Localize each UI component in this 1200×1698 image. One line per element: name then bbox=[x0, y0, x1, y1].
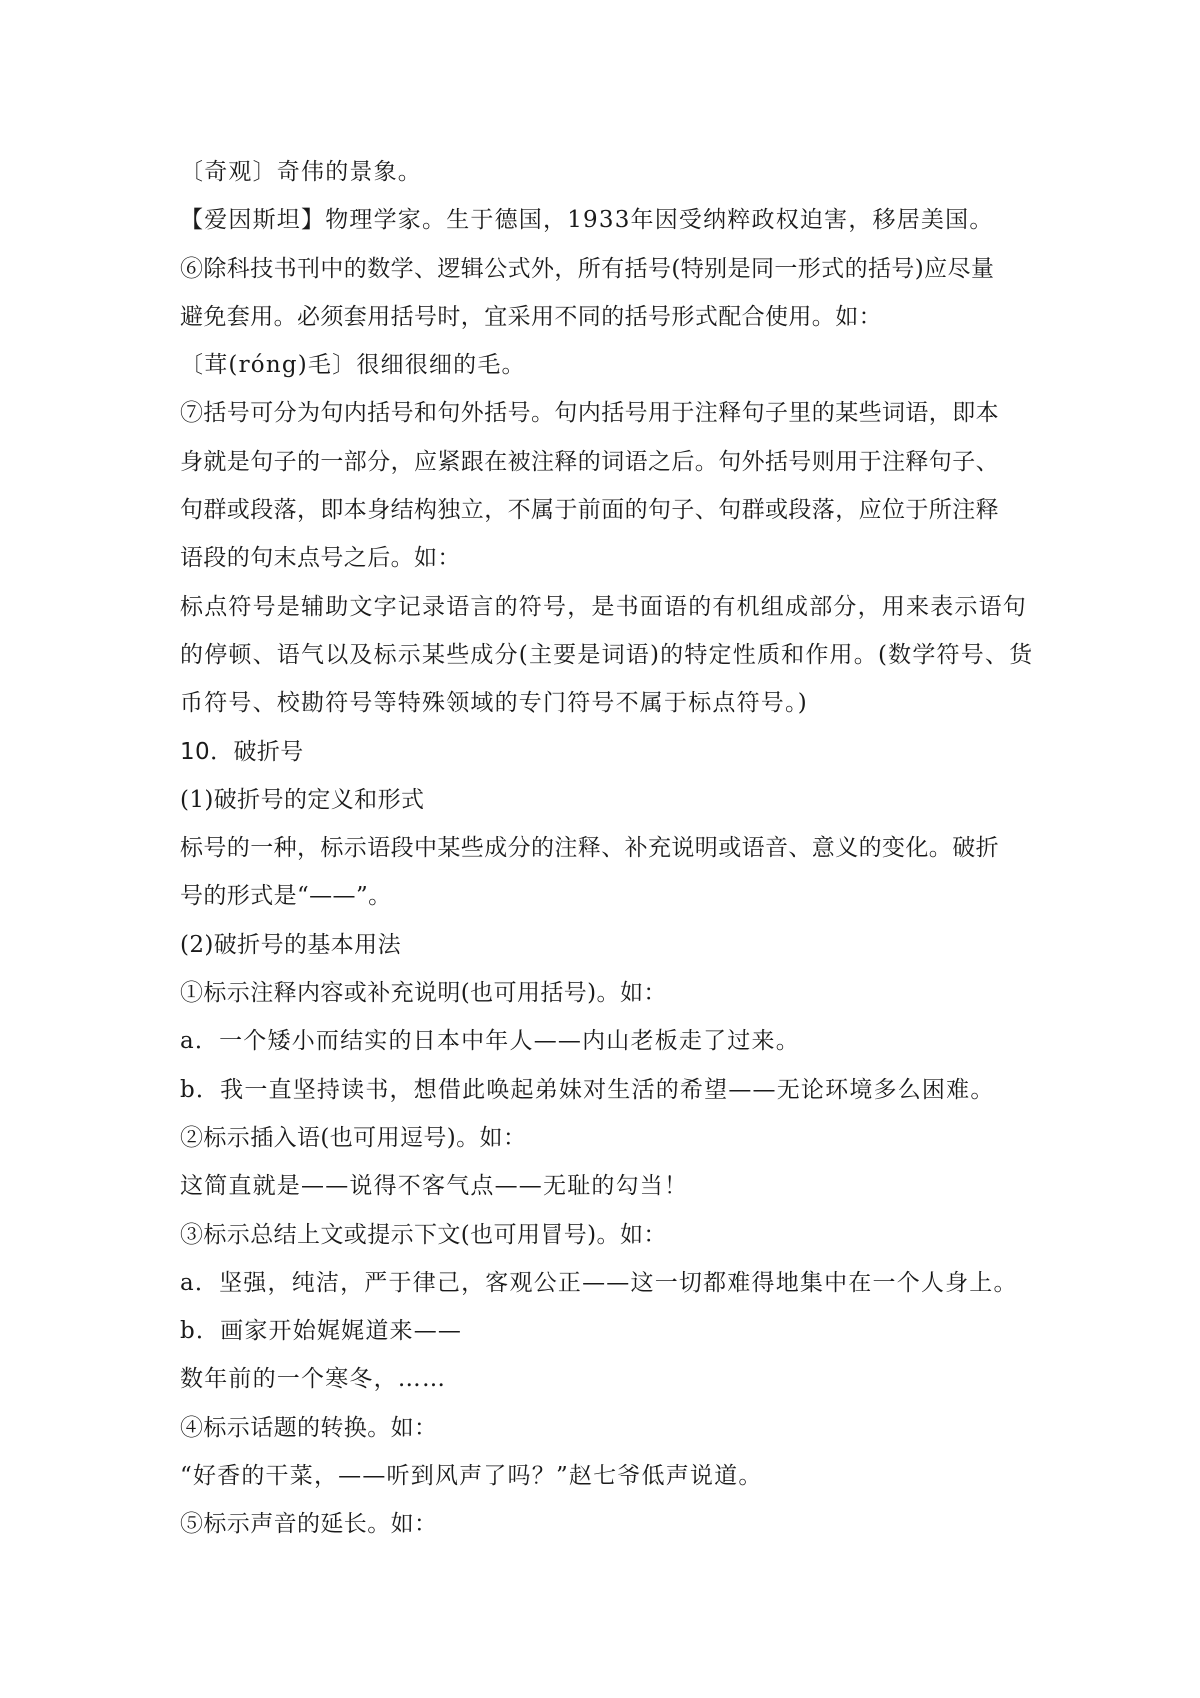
subsection-heading: (1)破折号的定义和形式 bbox=[180, 786, 425, 813]
body-line: 标号的一种，标示语段中某些成分的注释、补充说明或语音、意义的变化。破折 bbox=[180, 835, 999, 862]
example-line: 〔奇观〕奇伟的景象。 bbox=[180, 159, 422, 185]
body-line: 身就是句子的一部分，应紧跟在被注释的词语之后。句外括号则用于注释句子、 bbox=[180, 448, 999, 475]
subsection-heading: (2)破折号的基本用法 bbox=[180, 931, 401, 958]
example-line: 〔茸(róng)毛〕很细很细的毛。 bbox=[180, 352, 526, 379]
example-line: a．一个矮小而结实的日本中年人——内山老板走了过来。 bbox=[180, 1028, 800, 1055]
body-line: 号的形式是“——”。 bbox=[180, 883, 392, 910]
example-line: 币符号、校勘符号等特殊领域的专门符号不属于标点符号。) bbox=[180, 690, 808, 717]
usage-item: ④标示话题的转换。如： bbox=[180, 1414, 438, 1441]
usage-item: ①标示注释内容或补充说明(也可用括号)。如： bbox=[180, 980, 667, 1007]
body-line: 避免套用。必须套用括号时，宜采用不同的括号形式配合使用。如： bbox=[180, 303, 882, 330]
example-line: 这简直就是——说得不客气点——无耻的勾当！ bbox=[180, 1173, 689, 1200]
document-page bbox=[180, 148, 1040, 1549]
body-line: ⑦括号可分为句内括号和句外括号。句内括号用于注释句子里的某些词语，即本 bbox=[180, 400, 999, 427]
usage-item: ②标示插入语(也可用逗号)。如： bbox=[180, 1124, 527, 1151]
example-line: 标点符号是辅助文字记录语言的符号，是书面语的有机组成部分，用来表示语句 bbox=[180, 593, 1027, 620]
example-line: “好香的干菜，——听到风声了吗？”赵七爷低声说道。 bbox=[180, 1463, 763, 1490]
example-line: b．画家开始娓娓道来—— bbox=[180, 1318, 463, 1345]
usage-item: ⑤标示声音的延长。如： bbox=[180, 1511, 438, 1538]
example-line: 数年前的一个寒冬，…… bbox=[180, 1366, 447, 1393]
body-line: ⑥除科技书刊中的数学、逻辑公式外，所有括号(特别是同一形式的括号)应尽量 bbox=[180, 255, 995, 282]
example-line: 的停顿、语气以及标示某些成分(主要是词语)的特定性质和作用。(数学符号、货 bbox=[180, 641, 1034, 668]
body-line: 句群或段落，即本身结构独立，不属于前面的句子、句群或段落，应位于所注释 bbox=[180, 497, 999, 524]
example-line: b．我一直坚持读书，想借此唤起弟妹对生活的希望——无论环境多么困难。 bbox=[180, 1076, 995, 1103]
usage-item: ③标示总结上文或提示下文(也可用冒号)。如： bbox=[180, 1221, 667, 1248]
body-line: 语段的句末点号之后。如： bbox=[180, 545, 461, 572]
example-line: 【爱因斯坦】物理学家。生于德国，1933年因受纳粹政权迫害，移居美国。 bbox=[180, 207, 994, 234]
section-heading: 10．破折号 bbox=[180, 738, 304, 765]
example-line: a．坚强，纯洁，严于律己，客观公正——这一切都难得地集中在一个人身上。 bbox=[180, 1269, 1018, 1296]
